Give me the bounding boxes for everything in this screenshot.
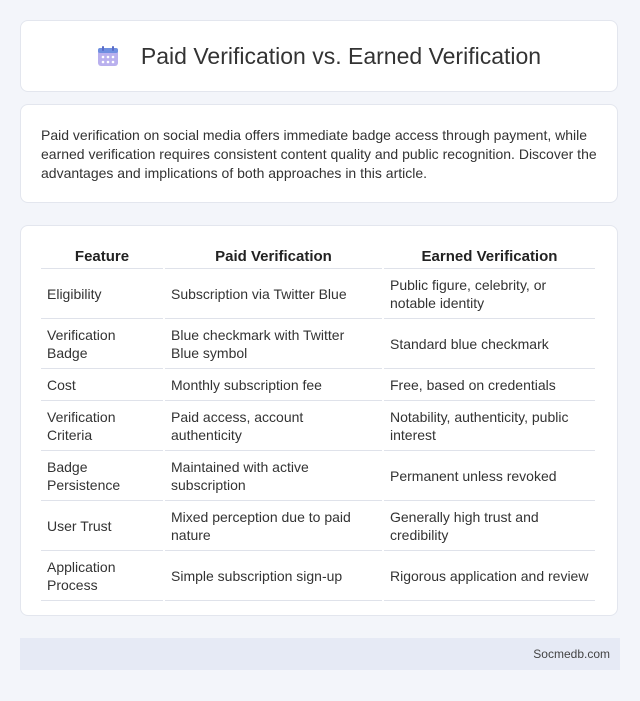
cell-earned: Standard blue checkmark [384,319,595,369]
table-row [41,369,595,401]
calendar-icon [97,45,119,67]
cell-feature: Application Process [41,551,163,601]
cell-feature: Eligibility [41,269,163,319]
table-row [41,451,595,501]
header-feature: Feature [41,244,163,269]
comparison-table [39,244,597,601]
table-row [41,319,595,369]
cell-earned: Public figure, celebrity, or notable identity [384,269,595,319]
title-card [20,20,618,92]
page-title: Paid Verification vs. Earned Verification [140,42,542,69]
cell-feature: Verification Badge [41,319,163,369]
cell-paid: Mixed perception due to paid nature [165,501,382,551]
comparison-table-card [20,225,618,616]
cell-paid: Maintained with active subscription [165,451,382,501]
cell-earned: Permanent unless revoked [384,451,595,501]
cell-paid: Paid access, account authenticity [165,401,382,451]
cell-earned: Notability, authenticity, public interest [384,401,595,451]
table-row [41,401,595,451]
footer-site-link[interactable]: Socmedb.com [533,647,610,661]
cell-paid: Simple subscription sign-up [165,551,382,601]
table-row [41,269,595,319]
table-row [41,551,595,601]
intro-card [20,104,618,203]
cell-earned: Rigorous application and review [384,551,595,601]
header-paid-verification: Paid Verification [165,244,382,269]
cell-earned: Generally high trust and credibility [384,501,595,551]
header-earned-verification: Earned Verification [384,244,595,269]
cell-feature: Cost [41,369,163,401]
cell-feature: Verification Criteria [41,401,163,451]
cell-feature: Badge Persistence [41,451,163,501]
cell-paid: Blue checkmark with Twitter Blue symbol [165,319,382,369]
cell-earned: Free, based on credentials [384,369,595,401]
table-row [41,501,595,551]
cell-feature: User Trust [41,501,163,551]
footer [20,638,620,670]
table-header-row [41,244,595,269]
cell-paid: Subscription via Twitter Blue [165,269,382,319]
intro-text: Paid verification on social media offers immediate badge access through payment, while earned verification requires consistent content quality and public recognition. Discover the advantages and implications of both approaches in this article. [41,127,597,181]
cell-paid: Monthly subscription fee [165,369,382,401]
